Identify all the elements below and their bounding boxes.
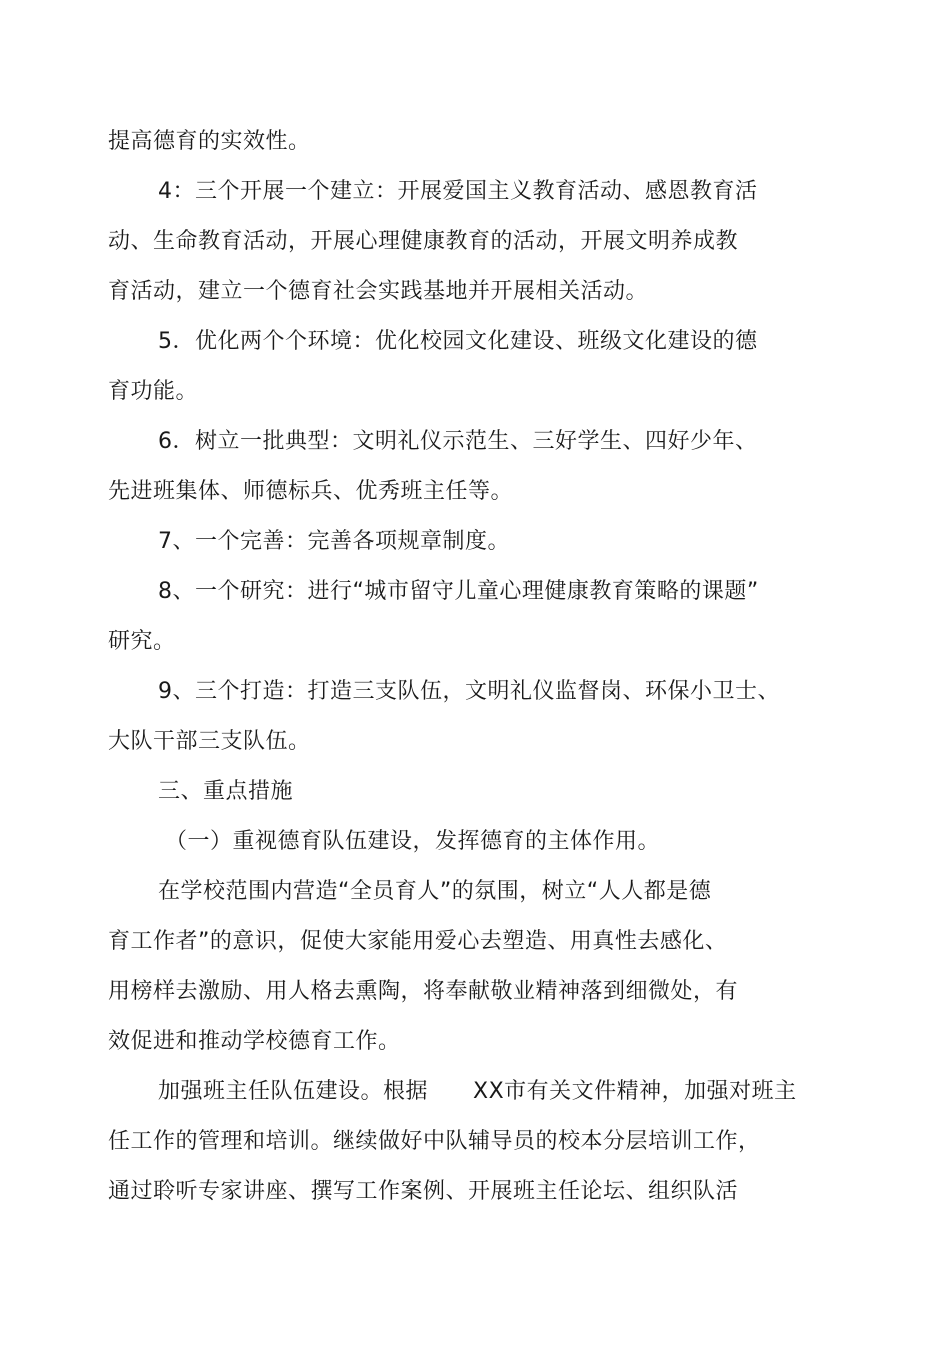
paragraph-line: 提高德育的实效性。 (108, 129, 311, 154)
paragraph-line: 育活动，建立一个德育社会实践基地并开展相关活动。 (108, 279, 649, 304)
paragraph-line: 育功能。 (108, 379, 199, 404)
paragraph-line: 8、一个研究：进行“城市留守儿童心理健康教育策略的课题” (158, 579, 759, 604)
paragraph-line: 研究。 (108, 629, 176, 654)
paragraph-line: 动、生命教育活动，开展心理健康教育的活动，开展文明养成教 (108, 229, 739, 254)
paragraph-line: 在学校范围内营造“全员育人”的氛围，树立“人人都是德 (158, 879, 712, 904)
paragraph-line: 6．树立一批典型：文明礼仪示范生、三好学生、四好少年、 (158, 429, 758, 454)
section-heading: 三、重点措施 (158, 779, 294, 804)
subsection-heading: （一）重视德育队伍建设，发挥德育的主体作用。 (165, 829, 661, 854)
paragraph-line: 4：三个开展一个建立：开展爱国主义教育活动、感恩教育活 (158, 179, 758, 204)
paragraph-line: 大队干部三支队伍。 (108, 729, 311, 754)
paragraph-line: 育工作者”的意识，促使大家能用爱心去塑造、用真性去感化、 (108, 929, 728, 954)
paragraph-line: 5．优化两个个环境：优化校园文化建设、班级文化建设的德 (158, 329, 758, 354)
paragraph-line: 任工作的管理和培训。继续做好中队辅导员的校本分层培训工作， (108, 1129, 761, 1154)
paragraph-line: 7、一个完善：完善各项规章制度。 (158, 529, 510, 554)
paragraph-line: 用榜样去激励、用人格去熏陶，将奉献敬业精神落到细微处，有 (108, 979, 739, 1004)
paragraph-line: 9、三个打造：打造三支队伍，文明礼仪监督岗、环保小卫士、 (158, 679, 780, 704)
paragraph-line: 先进班集体、师德标兵、优秀班主任等。 (108, 479, 514, 504)
paragraph-line: 效促进和推动学校德育工作。 (108, 1029, 401, 1054)
paragraph-line: 通过聆听专家讲座、撰写工作案例、开展班主任论坛、组织队活 (108, 1179, 739, 1204)
paragraph-line: 加强班主任队伍建设。根据 XX市有关文件精神，加强对班主 (158, 1079, 797, 1104)
